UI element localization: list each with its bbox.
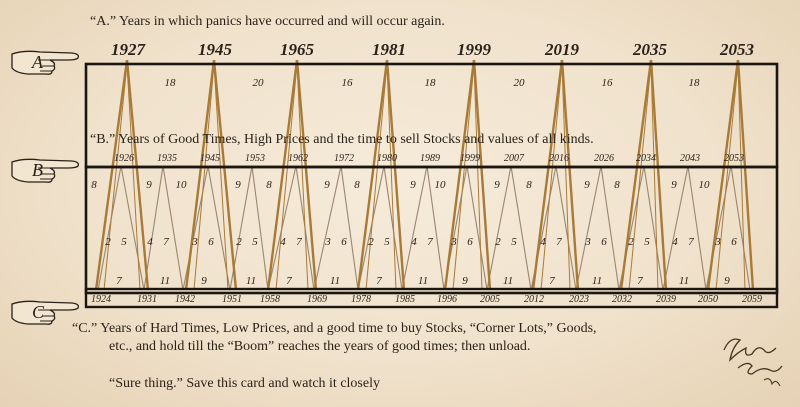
bottom-rise-interval: 7 xyxy=(376,275,382,287)
panic-peak-left xyxy=(268,60,297,290)
sure-thing-note: “Sure thing.” Save this card and watch it closely xyxy=(109,376,380,391)
mid-right-number: 5 xyxy=(121,236,127,248)
panic-peak-lines xyxy=(96,60,753,290)
panic-interval: 18 xyxy=(424,77,436,89)
hard-year: 1978 xyxy=(351,294,371,305)
panic-peak-right xyxy=(387,60,404,290)
bottom-fall-interval: 11 xyxy=(159,275,171,287)
panic-peak-inner xyxy=(562,64,570,290)
mid-left-number: 4 xyxy=(280,236,286,248)
bottom-fall-interval: 11 xyxy=(329,275,341,287)
panic-year: 2035 xyxy=(633,40,667,59)
caption-b: “B.” Years of Good Times, High Prices and the time to sell Stocks and values of all kinds. xyxy=(90,132,594,147)
bottom-fall-interval: 11 xyxy=(502,275,514,287)
panic-year: 1927 xyxy=(111,40,145,59)
good-year: 1989 xyxy=(420,153,440,164)
mid-left-number: 2 xyxy=(628,236,634,248)
hard-year: 1958 xyxy=(260,294,280,305)
hard-year: 2059 xyxy=(742,294,762,305)
hard-year: 2023 xyxy=(569,294,589,305)
fall-interval: 9 xyxy=(671,179,677,191)
fall-interval: 9 xyxy=(410,179,416,191)
mid-right-number: 6 xyxy=(208,236,214,248)
mid-left-number: 4 xyxy=(411,236,417,248)
mid-right-number: 5 xyxy=(384,236,390,248)
mid-right-number: 5 xyxy=(511,236,517,248)
panic-peak-right xyxy=(474,60,490,290)
panic-interval: 18 xyxy=(688,77,700,89)
panic-year: 1981 xyxy=(372,40,406,59)
rise-interval: 10 xyxy=(698,179,710,191)
good-year: 1980 xyxy=(377,153,397,164)
hard-year: 1924 xyxy=(91,294,111,305)
mid-right-number: 7 xyxy=(296,236,302,248)
rise-interval: 8 xyxy=(91,179,97,191)
rise-interval: 8 xyxy=(266,179,272,191)
hard-year: 1951 xyxy=(222,294,242,305)
bottom-rise-interval: 7 xyxy=(286,275,292,287)
hand-b-label: B xyxy=(32,160,43,180)
panic-peak-inner xyxy=(629,64,651,290)
good-year: 2026 xyxy=(594,153,614,164)
hard-year: 1931 xyxy=(137,294,157,305)
cycle-fall-line xyxy=(467,166,487,290)
mid-right-number: 6 xyxy=(731,236,737,248)
hard-year: 2005 xyxy=(480,294,500,305)
mid-left-number: 4 xyxy=(147,236,153,248)
cycle-fall-line xyxy=(121,166,144,290)
mid-right-number: 6 xyxy=(467,236,473,248)
fall-interval: 9 xyxy=(324,179,330,191)
mid-right-number: 6 xyxy=(601,236,607,248)
panic-interval: 16 xyxy=(341,77,353,89)
caption-c-line1: “C.” Years of Hard Times, Low Prices, and a good time to buy Stocks, “Corner Lots,” Goods, xyxy=(72,321,597,336)
panic-interval: 20 xyxy=(252,77,264,89)
bottom-fall-interval: 11 xyxy=(417,275,429,287)
mid-left-number: 3 xyxy=(192,236,198,248)
panic-interval: 16 xyxy=(601,77,613,89)
bottom-rise-interval: 9 xyxy=(462,275,468,287)
panic-interval: 20 xyxy=(513,77,525,89)
panic-peak-inner xyxy=(474,64,482,290)
mid-right-number: 5 xyxy=(644,236,650,248)
panic-peak-left xyxy=(621,60,651,290)
hard-year: 1996 xyxy=(437,294,457,305)
mid-left-number: 4 xyxy=(540,236,546,248)
mid-left-number: 3 xyxy=(715,236,721,248)
pointing-hand-icon xyxy=(10,48,82,76)
bottom-rise-interval: 7 xyxy=(116,275,122,287)
panic-year: 2019 xyxy=(545,40,579,59)
good-year: 1926 xyxy=(114,153,134,164)
pointing-hand-icon xyxy=(10,156,82,184)
mid-left-number: 2 xyxy=(105,236,111,248)
good-year: 1999 xyxy=(460,153,480,164)
mid-left-number: 2 xyxy=(368,236,374,248)
panic-year: 2053 xyxy=(720,40,754,59)
mid-right-number: 6 xyxy=(341,236,347,248)
good-year: 2016 xyxy=(549,153,569,164)
bottom-rise-interval: 9 xyxy=(724,275,730,287)
panic-peak-inner xyxy=(453,64,474,290)
hard-year: 1942 xyxy=(175,294,195,305)
hard-year: 2039 xyxy=(656,294,676,305)
panic-peak-left xyxy=(708,60,738,290)
hard-year: 2032 xyxy=(612,294,632,305)
bottom-rise-interval: 9 xyxy=(201,275,207,287)
panic-peak-inner xyxy=(541,64,562,290)
panic-peak-inner xyxy=(194,64,214,290)
panic-peak-inner xyxy=(716,64,738,290)
rise-interval: 10 xyxy=(434,179,446,191)
panic-peak-inner xyxy=(366,64,387,290)
good-year: 2034 xyxy=(636,153,656,164)
panic-peak-left xyxy=(445,60,474,290)
mid-right-number: 7 xyxy=(427,236,433,248)
rise-interval: 8 xyxy=(614,179,620,191)
mid-left-number: 2 xyxy=(236,236,242,248)
good-year: 2053 xyxy=(724,153,744,164)
bottom-rise-interval: 7 xyxy=(549,275,555,287)
bottom-fall-interval: 11 xyxy=(245,275,257,287)
caption-a: “A.” Years in which panics have occurred and will occur again. xyxy=(90,14,445,29)
hard-year: 1985 xyxy=(395,294,415,305)
good-year: 2043 xyxy=(680,153,700,164)
fall-interval: 9 xyxy=(584,179,590,191)
bottom-fall-interval: 11 xyxy=(678,275,690,287)
hand-c-label: C xyxy=(32,302,45,322)
panic-year: 1999 xyxy=(457,40,491,59)
panic-year: 1965 xyxy=(280,40,314,59)
bottom-fall-interval: 11 xyxy=(591,275,603,287)
mid-left-number: 3 xyxy=(451,236,457,248)
rise-interval: 8 xyxy=(526,179,532,191)
good-year: 1972 xyxy=(334,153,354,164)
caption-c-line2: etc., and hold till the “Boom” reaches the years of good times; then unload. xyxy=(109,339,531,354)
good-year: 2007 xyxy=(504,153,524,164)
mid-right-number: 5 xyxy=(252,236,258,248)
mid-right-number: 7 xyxy=(556,236,562,248)
good-year: 1953 xyxy=(245,153,265,164)
bottom-rise-interval: 7 xyxy=(637,275,643,287)
fall-interval: 9 xyxy=(146,179,152,191)
mid-right-number: 7 xyxy=(163,236,169,248)
mid-left-number: 3 xyxy=(325,236,331,248)
panic-interval: 18 xyxy=(164,77,176,89)
fall-interval: 9 xyxy=(494,179,500,191)
panic-peak-right xyxy=(651,60,666,290)
hard-year: 2050 xyxy=(698,294,718,305)
mid-left-number: 3 xyxy=(585,236,591,248)
mid-left-number: 4 xyxy=(672,236,678,248)
good-year: 1962 xyxy=(288,153,308,164)
rise-interval: 8 xyxy=(354,179,360,191)
hand-a-label: A xyxy=(32,52,43,72)
hard-year: 2012 xyxy=(524,294,544,305)
good-year: 1945 xyxy=(200,153,220,164)
mid-left-number: 2 xyxy=(495,236,501,248)
panic-peak-right xyxy=(738,60,753,290)
mid-right-number: 7 xyxy=(688,236,694,248)
good-year: 1935 xyxy=(157,153,177,164)
rise-interval: 10 xyxy=(175,179,187,191)
signature-icon xyxy=(718,330,788,392)
panic-peak-right xyxy=(214,60,236,290)
panic-year: 1945 xyxy=(198,40,232,59)
fall-interval: 9 xyxy=(235,179,241,191)
hard-year: 1969 xyxy=(307,294,327,305)
